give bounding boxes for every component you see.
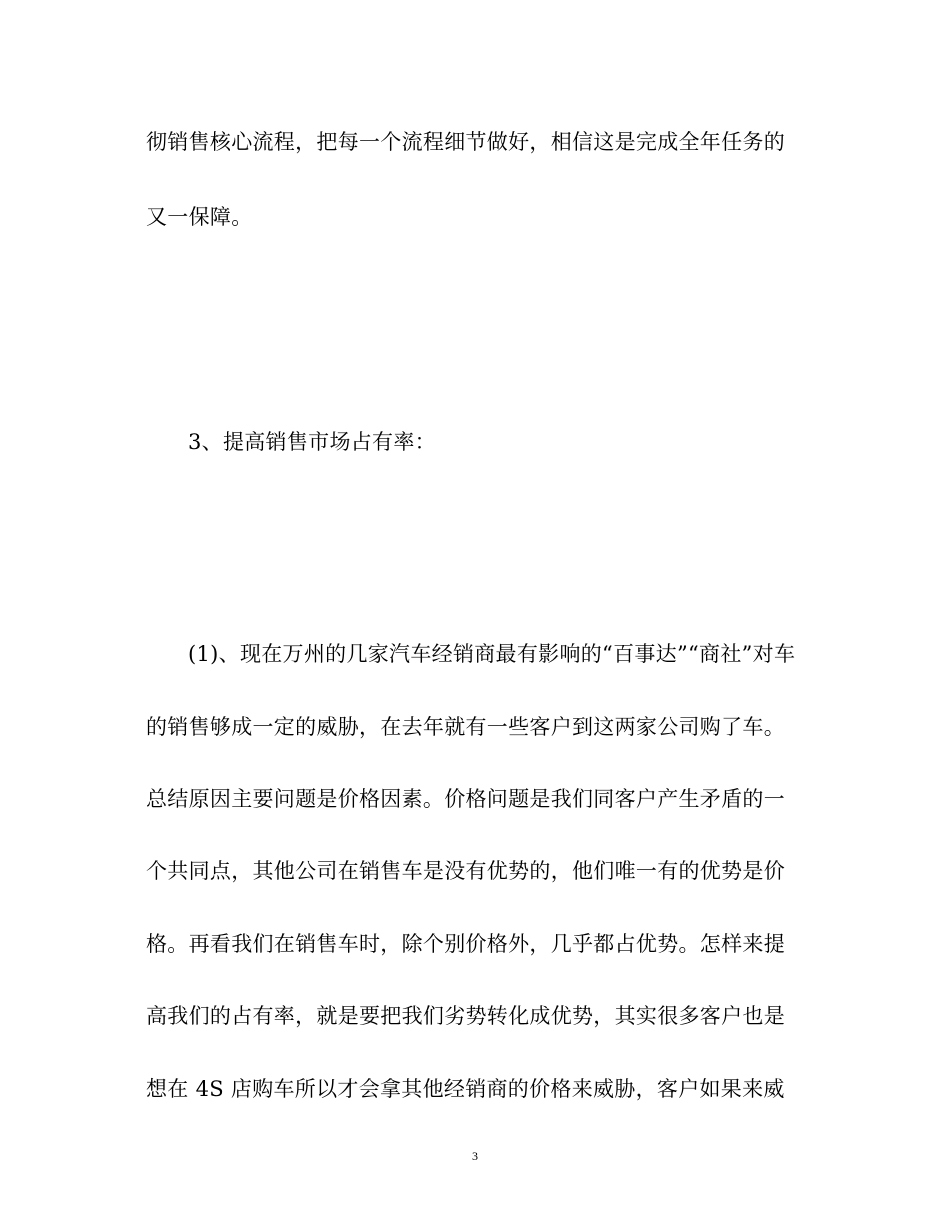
paragraph-3-line-2: 的销售够成一定的威胁，在去年就有一些客户到这两家公司购了车。 xyxy=(146,715,785,739)
paragraph-3-line-5: 格。再看我们在销售车时，除个别价格外，几乎都占优势。怎样来提 xyxy=(146,932,785,956)
paragraph-3-line-4: 个共同点，其他公司在销售车是没有优势的，他们唯一有的优势是价 xyxy=(146,859,785,883)
paragraph-1-line-2: 又一保障。 xyxy=(146,205,253,229)
paragraph-3-line-1: (1)、现在万州的几家汽车经销商最有影响的“百事达”“商社”对车 xyxy=(188,642,796,666)
page-number: 3 xyxy=(472,1149,478,1163)
paragraph-1-line-1: 彻销售核心流程，把每一个流程细节做好，相信这是完成全年任务的 xyxy=(146,130,785,154)
section-heading: 3、提高销售市场占有率： xyxy=(188,430,436,454)
paragraph-3-line-7: 想在 4S 店购车所以才会拿其他经销商的价格来威胁，客户如果来威 xyxy=(146,1077,785,1101)
paragraph-3-line-3: 总结原因主要问题是价格因素。价格问题是我们同客户产生矛盾的一 xyxy=(146,787,785,811)
paragraph-3-line-6: 高我们的占有率，就是要把我们劣势转化成优势，其实很多客户也是 xyxy=(146,1004,785,1028)
